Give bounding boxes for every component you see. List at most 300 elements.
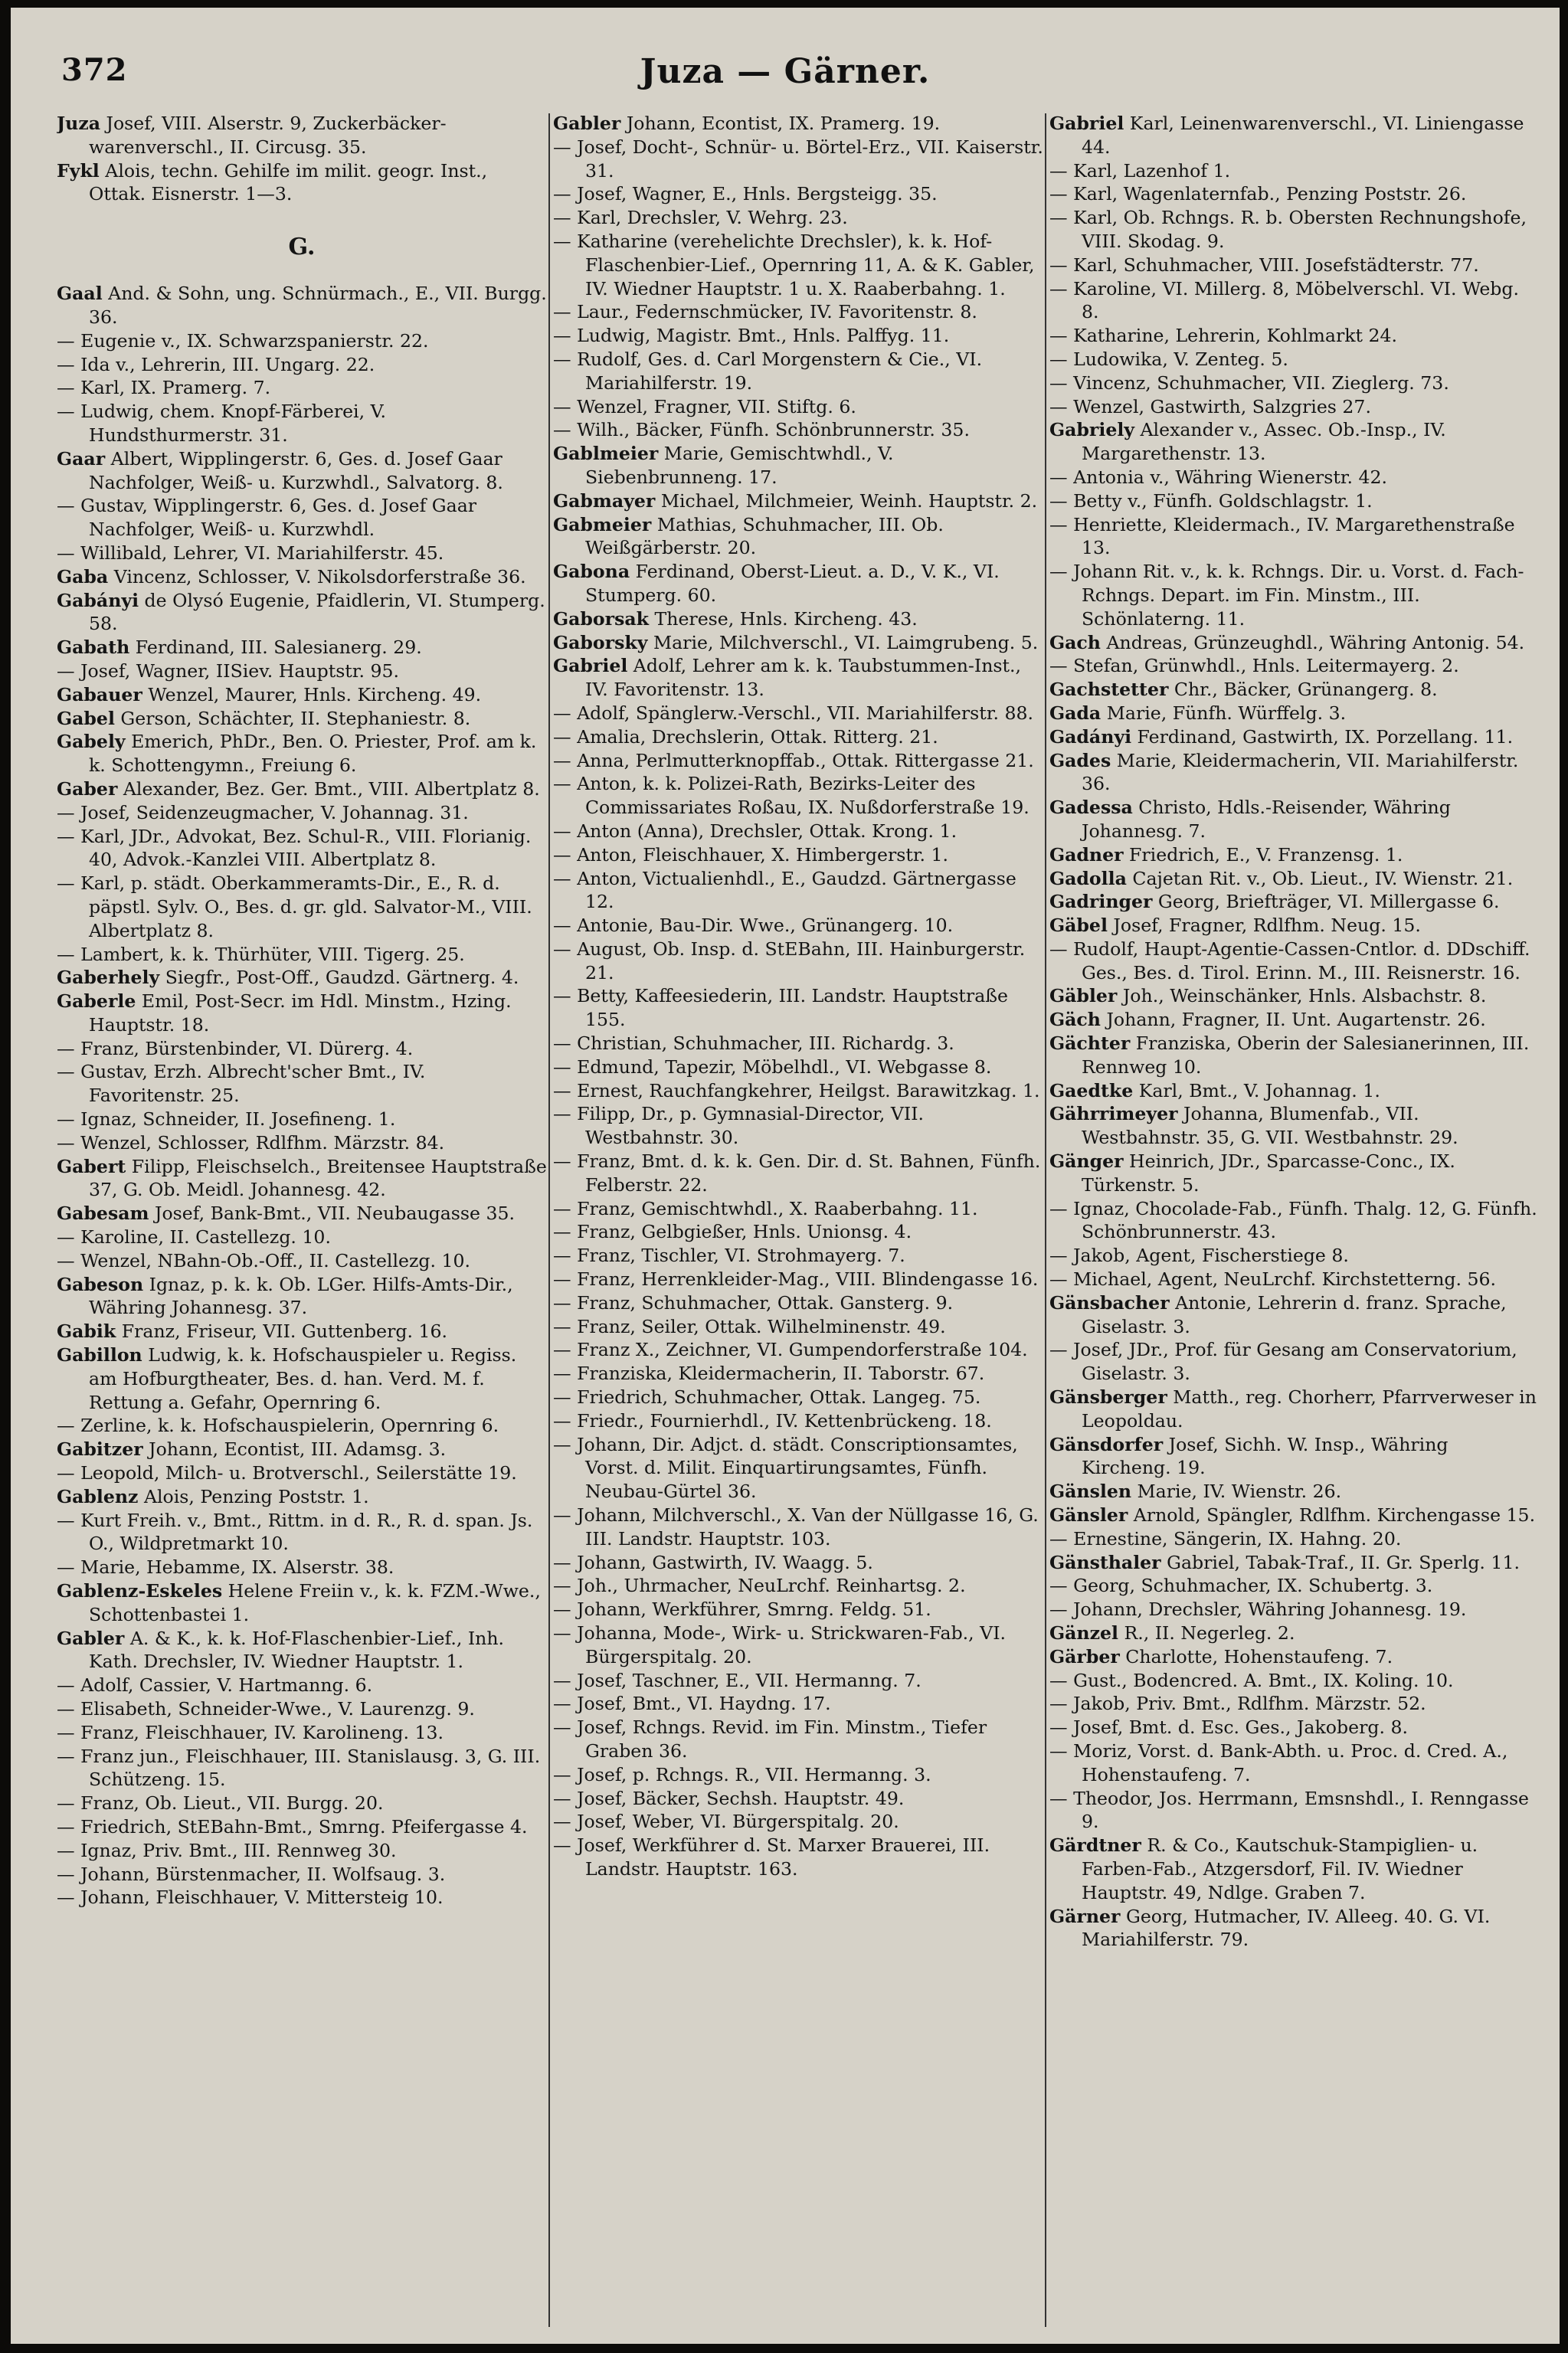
entry-text: de Olysó Eugenie, Pfaidlerin, VI. Stumperg. 58.: [89, 589, 545, 635]
directory-entry: [57, 376, 547, 400]
entry-text: — Josef, Rchngs. Revid. im Fin. Minstm., Tiefer Graben 36.: [553, 1716, 987, 1762]
entry-surname: Gabitzer: [57, 1438, 143, 1461]
entry-text: — Josef, Wagner, E., Hnls. Bergsteigg. 35.: [553, 183, 938, 205]
entry-text: — Anna, Perlmutterknopffab., Ottak. Rittergasse 21.: [553, 749, 1034, 771]
entry-text: — Ludwig, Magistr. Bmt., Hnls. Palffyg. 11.: [553, 325, 950, 347]
directory-entry: [57, 1627, 547, 1674]
entry-surname: Gaedtke: [1049, 1079, 1134, 1101]
entry-text: Charlotte, Hohenstaufeng. 7.: [1119, 1645, 1393, 1667]
directory-entry: [1049, 1032, 1540, 1079]
directory-entry: [57, 589, 547, 637]
entry-text: Alexander v., Assec. Ob.-Insp., IV. Margarethenstr. 13.: [1082, 419, 1446, 465]
directory-entry: [553, 1433, 1043, 1504]
directory-entry: [553, 560, 1043, 607]
entry-text: — Gust., Bodencred. A. Bmt., IX. Koling. 10.: [1049, 1669, 1454, 1691]
entry-text: Marie, IV. Wienstr. 26.: [1131, 1481, 1342, 1503]
entry-text: — Josef, Bmt., VI. Haydng. 17.: [553, 1693, 831, 1715]
entry-surname: Gäch: [1049, 1009, 1101, 1031]
entry-text: Siegfr., Post-Off., Gaudzd. Gärtnerg. 4.: [159, 967, 519, 989]
entry-surname: Gänsthaler: [1049, 1551, 1161, 1573]
entry-text: — Katharine, Lehrerin, Kohlmarkt 24.: [1049, 325, 1398, 347]
directory-entry: [553, 112, 1043, 136]
running-head: Juza — Gärner.: [640, 52, 931, 91]
entry-text: — Wenzel, Schlosser, Rdlfhm. Märzstr. 84.: [57, 1131, 445, 1154]
entry-text: — Karl, Wagenlaternfab., Penzing Poststr. 26.: [1049, 183, 1467, 205]
entry-text: — August, Ob. Insp. d. StEBahn, III. Hainburgerstr. 21.: [553, 938, 1026, 983]
directory-entry: [57, 112, 547, 159]
entry-text: Heinrich, JDr., Sparcasse-Conc., IX. Türkenstr. 5.: [1082, 1150, 1455, 1196]
entry-text: Joh., Weinschänker, Hnls. Alsbachstr. 8.: [1117, 985, 1487, 1007]
directory-entry: [57, 353, 547, 377]
directory-entry: [553, 1504, 1043, 1551]
directory-entry: [553, 1669, 1043, 1693]
directory-entry: [553, 654, 1043, 702]
entry-text: — Zerline, k. k. Hofschauspielerin, Opernring 6.: [57, 1415, 499, 1437]
entry-text: — Anton, Fleischhauer, X. Himbergerstr. 1.: [553, 843, 949, 866]
directory-entry: [1049, 1268, 1540, 1291]
directory-entry: [553, 1386, 1043, 1409]
entry-text: Alois, Penzing Poststr. 1.: [138, 1485, 369, 1507]
entry-text: — Henriette, Kleidermach., IV. Margarethenstraße 13.: [1049, 513, 1515, 559]
directory-entry: [1049, 1244, 1540, 1268]
entry-text: Karl, Bmt., V. Johannag. 1.: [1133, 1079, 1380, 1101]
entry-surname: Gabmayer: [553, 489, 656, 512]
directory-entry: [57, 329, 547, 353]
entry-surname: Gabath: [57, 637, 130, 659]
directory-entry: [553, 843, 1043, 867]
directory-entry: [553, 1551, 1043, 1575]
entry-text: Alexander, Bez. Ger. Bmt., VIII. Albertplatz 8.: [117, 777, 540, 800]
directory-entry: [1049, 1574, 1540, 1598]
directory-entry: [553, 1787, 1043, 1811]
entry-text: — Franz, Schuhmacher, Ottak. Gansterg. 9.: [553, 1291, 954, 1314]
directory-entry: [1049, 1527, 1540, 1551]
directory-entry: [553, 348, 1043, 395]
entry-text: Ferdinand, III. Salesianerg. 29.: [129, 637, 422, 659]
entry-text: — Amalia, Drechslerin, Ottak. Ritterg. 21.: [553, 725, 938, 748]
directory-entry: [553, 418, 1043, 442]
entry-text: — Lambert, k. k. Thürhüter, VIII. Tigerg. 25.: [57, 943, 465, 965]
entry-text: — Josef, Taschner, E., VII. Hermanng. 7.: [553, 1669, 921, 1691]
directory-entry: [57, 1839, 547, 1863]
directory-entry: [553, 1032, 1043, 1055]
directory-entry: [57, 801, 547, 825]
directory-entry: [1049, 1338, 1540, 1386]
entry-text: R., II. Negerleg. 2.: [1118, 1622, 1295, 1644]
directory-entry: [57, 1131, 547, 1155]
entry-text: Josef, Fragner, Rdlfhm. Neug. 15.: [1107, 915, 1421, 937]
directory-entry: [57, 1485, 547, 1509]
entry-text: — Filipp, Dr., p. Gymnasial-Director, VII. Westbahnstr. 30.: [553, 1103, 925, 1149]
page-number: 372: [61, 52, 128, 88]
directory-entry: [1049, 654, 1540, 678]
entry-text: — Johann, Werkführer, Smrng. Feldg. 51.: [553, 1599, 931, 1621]
directory-entry: [553, 395, 1043, 419]
directory-entry: [553, 300, 1043, 324]
entry-text: — Wilh., Bäcker, Fünfh. Schönbrunnerstr. 35.: [553, 419, 970, 441]
directory-entry: [1049, 1669, 1540, 1693]
entry-surname: Gaborsak: [553, 607, 650, 630]
entry-text: Josef, VIII. Alserstr. 9, Zuckerbäcker-warenverschl., II. Circusg. 35.: [89, 113, 447, 158]
directory-entry: [553, 1598, 1043, 1622]
directory-entry: [57, 1721, 547, 1745]
entry-text: Georg, Hutmacher, IV. Alleeg. 40. G. VI. Mariahilferstr. 79.: [1082, 1905, 1491, 1951]
entry-text: — Georg, Schuhmacher, IX. Schubertg. 3.: [1049, 1575, 1433, 1597]
directory-entry: [57, 1273, 547, 1320]
entry-surname: Gabesam: [57, 1203, 149, 1225]
directory-entry: [57, 1108, 547, 1131]
entry-text: — Vincenz, Schuhmacher, VII. Zieglerg. 73.: [1049, 371, 1449, 394]
directory-entry: [553, 607, 1043, 631]
directory-entry: [1049, 1291, 1540, 1339]
directory-entry: [553, 513, 1043, 561]
directory-entry: [553, 324, 1043, 348]
directory-entry: [553, 914, 1043, 938]
entry-surname: Gabely: [57, 731, 126, 753]
directory-entry: [553, 1763, 1043, 1787]
directory-entry: [1049, 1433, 1540, 1481]
directory-entry: [57, 1815, 547, 1839]
entry-text: Michael, Milchmeier, Weinh. Hauptstr. 2.: [655, 489, 1038, 512]
entry-text: — Karl, JDr., Advokat, Bez. Schul-R., VIII. Florianig. 40, Advok.-Kanzlei VIII. Albertplatz 8.: [57, 825, 532, 871]
entry-surname: Gäbler: [1049, 985, 1118, 1007]
directory-entry: [57, 282, 547, 329]
column-3: [1049, 112, 1540, 2333]
entry-text: Arnold, Spängler, Rdlfhm. Kirchengasse 15.: [1128, 1504, 1536, 1527]
entry-surname: Gaber: [57, 777, 118, 800]
directory-entry: [553, 1834, 1043, 1881]
entry-text: — Karl, Schuhmacher, VIII. Josefstädterstr. 77.: [1049, 254, 1479, 276]
entry-text: — Johann, Fleischhauer, V. Mittersteig 10.: [57, 1887, 444, 1909]
entry-text: Christo, Hdls.-Reisender, Währing Johannesg. 7.: [1082, 797, 1451, 842]
entry-text: — Ludwig, chem. Knopf-Färberei, V. Hundsthurmerstr. 31.: [57, 401, 387, 446]
entry-surname: Gadringer: [1049, 891, 1153, 913]
directory-entry: [57, 1792, 547, 1815]
directory-entry: [57, 1226, 547, 1249]
entry-text: — Josef, JDr., Prof. für Gesang am Conservatorium, Giselastr. 3.: [1049, 1339, 1517, 1385]
entry-text: — Marie, Hebamme, IX. Alserstr. 38.: [57, 1556, 394, 1579]
entry-surname: Gablenz-Eskeles: [57, 1580, 223, 1602]
entry-text: A. & K., k. k. Hof-Flaschenbier-Lief., Inh. Kath. Drechsler, IV. Wiedner Hauptstr. 1.: [89, 1627, 505, 1673]
entry-text: Emerich, PhDr., Ben. O. Priester, Prof. am k. k. Schottengymn., Freiung 6.: [89, 731, 537, 777]
entry-text: — Stefan, Grünwhdl., Hnls. Leitermayerg. 2.: [1049, 655, 1459, 677]
entry-text: — Franz, Gemischtwhdl., X. Raaberbahng. 11.: [553, 1197, 978, 1219]
directory-entry: [57, 1461, 547, 1485]
entry-surname: Gaberle: [57, 990, 136, 1013]
entry-text: Franz, Friseur, VII. Guttenberg. 16.: [116, 1320, 448, 1343]
entry-text: And. & Sohn, ung. Schnürmach., E., VII. Burgg. 36.: [89, 283, 547, 328]
directory-entry: [57, 707, 547, 731]
directory-entry: [553, 1220, 1043, 1244]
entry-text: — Adolf, Cassier, V. Hartmanng. 6.: [57, 1674, 373, 1697]
directory-entry: [1049, 914, 1540, 938]
directory-entry: [1049, 1598, 1540, 1622]
entry-text: — Friedr., Fournierhdl., IV. Kettenbrückeng. 18.: [553, 1409, 992, 1432]
directory-entry: [57, 1037, 547, 1061]
directory-entry: [1049, 796, 1540, 843]
directory-entry: [553, 230, 1043, 300]
entry-text: — Gustav, Erzh. Albrecht'scher Bmt., IV. Favoritenstr. 25.: [57, 1061, 426, 1107]
directory-entry: [1049, 513, 1540, 561]
entry-surname: Gabriel: [1049, 113, 1124, 134]
directory-entry: [553, 489, 1043, 513]
directory-entry: [553, 1810, 1043, 1834]
entry-text: — Johann, Gastwirth, IV. Waagg. 5.: [553, 1551, 873, 1573]
directory-entry: [57, 1745, 547, 1792]
entry-surname: Gänsbacher: [1049, 1291, 1170, 1314]
entry-text: — Ignaz, Chocolade-Fab., Fünfh. Thalg. 12, G. Fünfh. Schönbrunnerstr. 43.: [1049, 1197, 1537, 1243]
directory-entry: [57, 990, 547, 1037]
entry-text: — Josef, Bmt. d. Esc. Ges., Jakoberg. 8.: [1049, 1716, 1408, 1739]
entry-text: — Michael, Agent, NeuLrchf. Kirchstetterng. 56.: [1049, 1268, 1497, 1291]
entry-surname: Gabeson: [57, 1273, 144, 1295]
entry-text: — Karl, Drechsler, V. Wehrg. 23.: [553, 207, 848, 229]
entry-text: Helene Freiin v., k. k. FZM.-Wwe., Schottenbastei 1.: [89, 1580, 541, 1625]
directory-entry: [553, 1055, 1043, 1079]
entry-text: Wenzel, Maurer, Hnls. Kircheng. 49.: [142, 683, 482, 705]
directory-entry: [57, 943, 547, 967]
entry-text: — Betty, Kaffeesiederin, III. Landstr. Hauptstraße 155.: [553, 985, 1008, 1031]
directory-entry: [1049, 1008, 1540, 1032]
directory-entry: [1049, 1102, 1540, 1150]
entry-surname: Gabler: [57, 1627, 125, 1649]
directory-entry: [553, 206, 1043, 230]
directory-entry: [57, 1060, 547, 1108]
directory-entry: [1049, 1622, 1540, 1645]
directory-entry: [57, 636, 547, 659]
entry-text: — Franz, Bmt. d. k. k. Gen. Dir. d. St. Bahnen, Fünfh. Felberstr. 22.: [553, 1150, 1041, 1196]
entry-text: Matth., reg. Chorherr, Pfarrverweser in Leopoldau.: [1082, 1386, 1537, 1432]
directory-entry: [1049, 867, 1540, 891]
entry-surname: Gabányi: [57, 589, 139, 611]
directory-entry: [1049, 489, 1540, 513]
entry-text: — Eugenie v., IX. Schwarzspanierstr. 22.: [57, 329, 429, 352]
entry-text: Franziska, Oberin der Salesianerinnen, III. Rennweg 10.: [1082, 1033, 1530, 1078]
entry-text: R. & Co., Kautschuk-Stampiglien- u. Farben-Fab., Atzgersdorf, Fil. IV. Wiedner Hauptstr. 49, Ndlge. Graben 7.: [1082, 1834, 1478, 1903]
entry-surname: Gabik: [57, 1320, 116, 1343]
directory-entry: [553, 1150, 1043, 1197]
entry-surname: Gährrimeyer: [1049, 1103, 1178, 1125]
entry-text: — Johanna, Mode-, Wirk- u. Strickwaren-Fab., VI. Bürgerspitalg. 20.: [553, 1622, 1007, 1667]
entry-text: Johann, Econtist, III. Adamsg. 3.: [142, 1438, 447, 1461]
directory-entry: [1049, 749, 1540, 797]
entry-surname: Gabona: [553, 561, 630, 583]
directory-entry: [57, 1509, 547, 1556]
directory-entry: [57, 1863, 547, 1887]
directory-entry: [553, 1244, 1043, 1268]
directory-entry: [1049, 348, 1540, 371]
directory-page: [11, 8, 1560, 2344]
directory-entry: [553, 182, 1043, 206]
directory-entry: [1049, 843, 1540, 867]
directory-entry: [1049, 1905, 1540, 1952]
entry-text: Cajetan Rit. v., Ob. Lieut., IV. Wienstr. 21.: [1126, 867, 1514, 889]
entry-surname: Fykl: [57, 159, 100, 182]
directory-entry: [1049, 678, 1540, 702]
entry-text: — Willibald, Lehrer, VI. Mariahilferstr. 45.: [57, 542, 444, 564]
directory-entry: [1049, 112, 1540, 159]
entry-text: — Gustav, Wipplingerstr. 6, Ges. d. Josef Gaar Nachfolger, Weiß- u. Kurzwhdl.: [57, 495, 477, 541]
entry-surname: Gänsberger: [1049, 1386, 1167, 1409]
entry-text: — Leopold, Milch- u. Brotverschl., Seilerstätte 19.: [57, 1462, 517, 1484]
directory-entry: [1049, 890, 1540, 914]
entry-text: — Katharine (verehelichte Drechsler), k. k. Hof-Flaschenbier-Lief., Opernring 11, A. & K. Gabler, IV. Wiedner Hauptstr. 1 u. X. Raaberbahng. 1.: [553, 230, 1035, 299]
directory-entry: [553, 631, 1043, 655]
entry-text: Emil, Post-Secr. im Hdl. Minstm., Hzing. Hauptstr. 18.: [89, 990, 512, 1036]
entry-text: — Friedrich, StEBahn-Bmt., Smrng. Pfeifergasse 4.: [57, 1815, 528, 1838]
directory-entry: [553, 867, 1043, 915]
entry-surname: Gäbel: [1049, 915, 1108, 937]
entry-surname: Gablmeier: [553, 443, 659, 465]
directory-entry: [57, 1249, 547, 1273]
entry-text: Johann, Fragner, II. Unt. Augartenstr. 26.: [1100, 1009, 1486, 1031]
entry-text: — Josef, Bäcker, Sechsh. Hauptstr. 49.: [553, 1787, 905, 1809]
entry-text: Marie, Gemischtwhdl., V. Siebenbrunneng. 17.: [585, 443, 894, 488]
directory-entry: [553, 1716, 1043, 1763]
directory-entry: [553, 1102, 1043, 1150]
entry-text: — Jakob, Agent, Fischerstiege 8.: [1049, 1245, 1349, 1267]
entry-text: — Franz, Bürstenbinder, VI. Dürerg. 4.: [57, 1037, 414, 1059]
directory-entry: [57, 565, 547, 589]
entry-text: — Wenzel, Gastwirth, Salzgries 27.: [1049, 395, 1371, 417]
entry-text: — Josef, Wagner, IISiev. Hauptstr. 95.: [57, 659, 399, 682]
entry-surname: Gärber: [1049, 1645, 1120, 1667]
directory-entry: [553, 1362, 1043, 1386]
entry-text: — Edmund, Tapezir, Möbelhdl., VI. Webgasse 8.: [553, 1055, 992, 1078]
directory-entry: [57, 825, 547, 872]
directory-entry: [1049, 725, 1540, 749]
entry-text: Albert, Wipplingerstr. 6, Ges. d. Josef Gaar Nachfolger, Weiß- u. Kurzwhdl., Salvatorg. 8.: [89, 447, 503, 493]
directory-entry: [1049, 277, 1540, 325]
directory-entry: [1049, 1834, 1540, 1904]
entry-text: — Antonia v., Währing Wienerstr. 42.: [1049, 466, 1388, 488]
entry-text: Marie, Milchverschl., VI. Laimgrubeng. 5.: [647, 631, 1039, 653]
entry-surname: Gänzel: [1049, 1622, 1118, 1644]
entry-surname: Gabmeier: [553, 513, 652, 535]
entry-text: — Josef, p. Rchngs. R., VII. Hermanng. 3.: [553, 1763, 931, 1785]
entry-text: Friedrich, E., V. Franzensg. 1.: [1123, 843, 1403, 866]
directory-entry: [1049, 1480, 1540, 1504]
entry-text: — Karl, p. städt. Oberkammeramts-Dir., E., R. d. päpstl. Sylv. O., Bes. d. gr. gld. Salvator-M., VIII. Albertplatz 8.: [57, 872, 532, 941]
directory-entry: [553, 136, 1043, 183]
entry-surname: Gabauer: [57, 683, 142, 705]
directory-entry: [1049, 1150, 1540, 1197]
entry-surname: Gabert: [57, 1155, 126, 1177]
entry-text: — Elisabeth, Schneider-Wwe., V. Laurenzg. 9.: [57, 1698, 475, 1720]
entry-surname: Gadessa: [1049, 797, 1133, 819]
directory-entry: [1049, 466, 1540, 489]
directory-entry: [57, 659, 547, 683]
directory-entry: [57, 1886, 547, 1910]
directory-entry: [57, 447, 547, 495]
section-letter: G.: [288, 234, 316, 261]
entry-surname: Gärdtner: [1049, 1834, 1141, 1857]
entry-text: — Anton, k. k. Polizei-Rath, Bezirks-Leiter des Commissariates Roßau, IX. Nußdorferstraße 19.: [553, 773, 1030, 819]
entry-text: Marie, Fünfh. Würffelg. 3.: [1101, 702, 1347, 724]
directory-entry: [553, 1268, 1043, 1291]
entry-text: Ferdinand, Oberst-Lieut. a. D., V. K., VI. Stumperg. 60.: [585, 561, 1000, 606]
entry-text: — Franz X., Zeichner, VI. Gumpendorferstraße 104.: [553, 1339, 1028, 1361]
entry-surname: Gadányi: [1049, 725, 1132, 748]
directory-entry: [1049, 938, 1540, 985]
entry-text: — Adolf, Spänglerw.-Verschl., VII. Mariahilferstr. 88.: [553, 702, 1033, 724]
entry-surname: Gänsler: [1049, 1504, 1128, 1527]
column-1: [57, 112, 547, 2333]
entry-text: — Josef, Weber, VI. Bürgerspitalg. 20.: [553, 1811, 899, 1833]
entry-surname: Gänger: [1049, 1150, 1124, 1173]
directory-entry: [1049, 254, 1540, 277]
directory-entry: [57, 683, 547, 707]
entry-text: — Ludowika, V. Zenteg. 5.: [1049, 348, 1288, 370]
directory-entry: [1049, 984, 1540, 1008]
entry-surname: Gänsdorfer: [1049, 1433, 1164, 1455]
directory-entry: [57, 1556, 547, 1579]
directory-entry: [57, 1414, 547, 1438]
entry-text: Ludwig, k. k. Hofschauspieler u. Regiss. am Hofburgtheater, Bes. d. han. Verd. M. f. Rettung a. Gefahr, Opernring 6.: [89, 1344, 517, 1413]
directory-entry: [553, 702, 1043, 725]
entry-text: — Karl, Ob. Rchngs. R. b. Obersten Rechnungshofe, VIII. Skodag. 9.: [1049, 207, 1527, 252]
entry-text: — Karl, Lazenhof 1.: [1049, 159, 1231, 182]
entry-surname: Gänslen: [1049, 1481, 1132, 1503]
directory-entry: [1049, 702, 1540, 725]
directory-entry: [57, 1438, 547, 1461]
entry-text: Marie, Kleidermacherin, VII. Mariahilferstr. 36.: [1082, 749, 1519, 795]
column-rule: [548, 113, 550, 2327]
directory-entry: [553, 1291, 1043, 1315]
entry-text: — Theodor, Jos. Herrmann, Emsnshdl., I. Renngasse 9.: [1049, 1787, 1530, 1833]
directory-entry: [553, 1197, 1043, 1221]
entry-text: — Jakob, Priv. Bmt., Rdlfhm. Märzstr. 52.: [1049, 1693, 1426, 1715]
entry-surname: Gadolla: [1049, 867, 1127, 889]
entry-text: Therese, Hnls. Kircheng. 43.: [649, 607, 918, 630]
entry-surname: Gaberhely: [57, 967, 160, 989]
directory-entry: [553, 820, 1043, 843]
directory-entry: [1049, 1716, 1540, 1739]
directory-entry: [1049, 371, 1540, 395]
column-rule: [1045, 113, 1046, 2327]
entry-text: Ferdinand, Gastwirth, IX. Porzellang. 11.: [1131, 725, 1514, 748]
entry-text: Adolf, Lehrer am k. k. Taubstummen-Inst., IV. Favoritenstr. 13.: [585, 655, 1022, 701]
entry-text: — Ernest, Rauchfangkehrer, Heilgst. Barawitzkag. 1.: [553, 1079, 1040, 1101]
entry-text: — Johann, Bürstenmacher, II. Wolfsaug. 3.: [57, 1863, 446, 1885]
directory-entry: [57, 1202, 547, 1226]
entry-surname: Juza: [57, 113, 101, 134]
directory-entry: [57, 494, 547, 542]
directory-entry: [57, 542, 547, 565]
page-header: [11, 52, 1560, 106]
entry-surname: Gades: [1049, 749, 1111, 771]
entry-text: Johann, Econtist, IX. Pramerg. 19.: [620, 113, 941, 134]
column-2: [553, 112, 1043, 2333]
directory-entry: [57, 966, 547, 990]
directory-entry: [57, 872, 547, 942]
entry-text: Filipp, Fleischselch., Breitensee Hauptstraße 37, G. Ob. Meidl. Johannesg. 42.: [89, 1155, 547, 1201]
directory-entry: [553, 1338, 1043, 1362]
directory-entry: [553, 1692, 1043, 1716]
entry-text: — Christian, Schuhmacher, III. Richardg. 3.: [553, 1033, 954, 1055]
entry-text: — Joh., Uhrmacher, NeuLrchf. Reinhartsg. 2.: [553, 1575, 966, 1597]
entry-text: — Franz, Seiler, Ottak. Wilhelminenstr. 49.: [553, 1315, 946, 1337]
directory-entry: [553, 749, 1043, 773]
directory-entry: [1049, 159, 1540, 183]
directory-entry: [553, 938, 1043, 985]
directory-entry: [57, 1674, 547, 1697]
directory-entry: [1049, 206, 1540, 254]
directory-entry: [57, 730, 547, 777]
entry-text: — Karoline, II. Castellezg. 10.: [57, 1226, 331, 1248]
directory-entry: [553, 1574, 1043, 1598]
entry-text: — Anton, Victualienhdl., E., Gaudzd. Gärtnergasse 12.: [553, 867, 1016, 913]
